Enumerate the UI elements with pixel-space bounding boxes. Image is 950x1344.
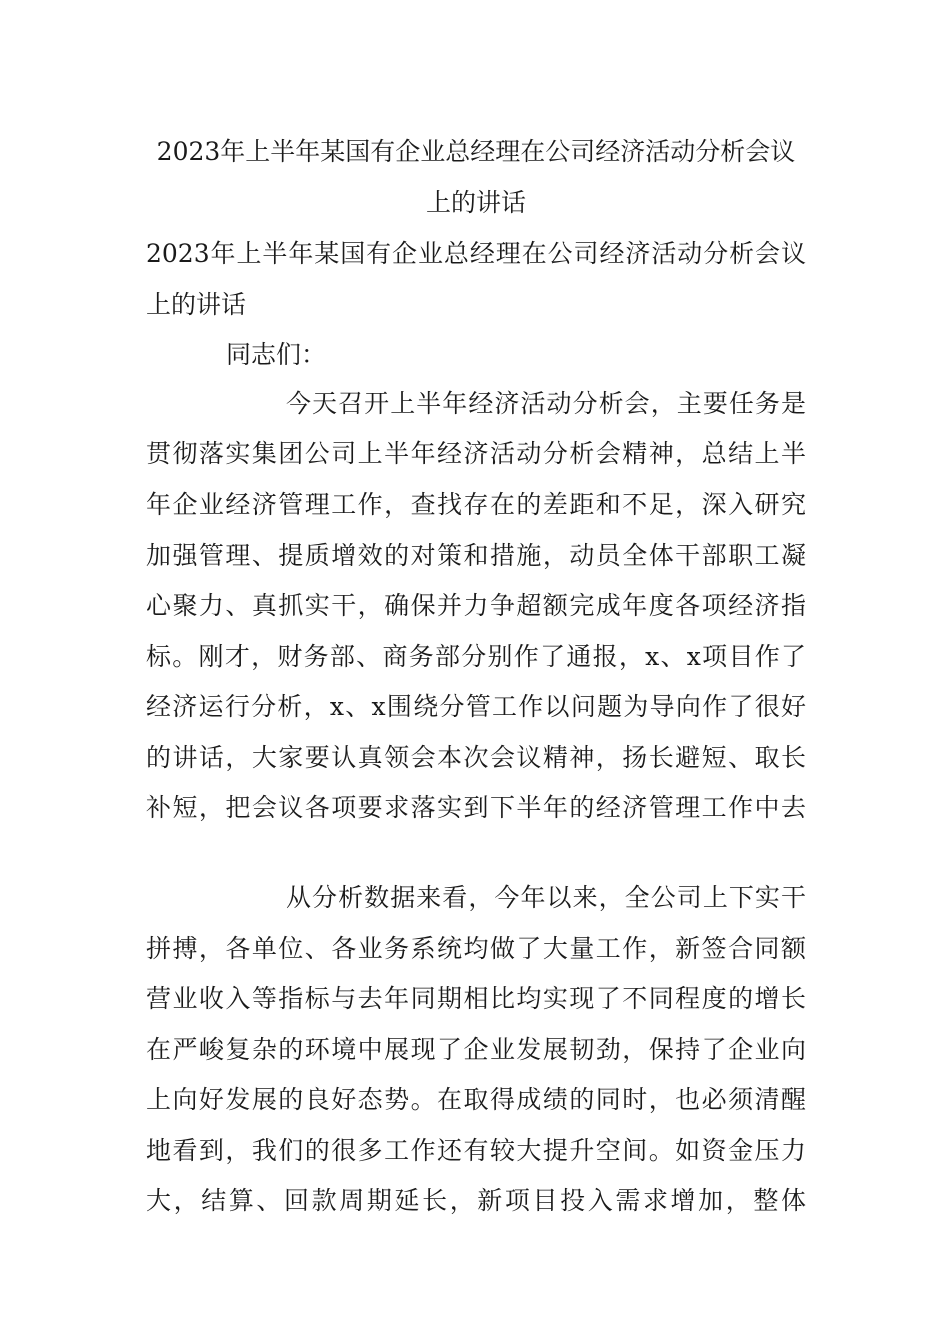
salutation: 同志们： xyxy=(226,340,327,369)
paragraph-1-line-5: 心聚力、真抓实干，确保并力争超额完成年度各项经济指 xyxy=(146,591,806,620)
paragraph-1-line-1: 今天召开上半年经济活动分析会，主要任务是 xyxy=(286,389,806,418)
paragraph-2-line-1: 从分析数据来看，今年以来，全公司上下实干 xyxy=(286,883,806,912)
paragraph-1-line-9: 补短，把会议各项要求落实到下半年的经济管理工作中去 xyxy=(146,793,806,822)
paragraph-2-line-5: 上向好发展的良好态势。在取得成绩的同时，也必须清醒 xyxy=(146,1085,806,1114)
paragraph-2-line-2: 拼搏，各单位、各业务系统均做了大量工作，新签合同额 xyxy=(146,934,806,963)
paragraph-1-line-7: 经济运行分析，x、x围绕分管工作以问题为导向作了很好 xyxy=(146,692,806,721)
paragraph-2-line-7: 大，结算、回款周期延长，新项目投入需求增加，整体 xyxy=(146,1186,806,1215)
paragraph-2-line-3: 营业收入等指标与去年同期相比均实现了不同程度的增长 xyxy=(146,984,806,1013)
title-repeat-line-1: 2023年上半年某国有企业总经理在公司经济活动分析会议 xyxy=(146,239,806,268)
paragraph-1-line-6: 标。刚才，财务部、商务部分别作了通报，x、x项目作了 xyxy=(146,642,806,671)
paragraph-2-line-6: 地看到，我们的很多工作还有较大提升空间。如资金压力 xyxy=(146,1136,806,1165)
document-title-line-1: 2023年上半年某国有企业总经理在公司经济活动分析会议 xyxy=(156,137,796,166)
paragraph-1-line-4: 加强管理、提质增效的对策和措施，动员全体干部职工凝 xyxy=(146,541,806,570)
document-title-line-2: 上的讲话 xyxy=(425,188,526,217)
paragraph-1-line-3: 年企业经济管理工作，查找存在的差距和不足，深入研究 xyxy=(146,490,806,519)
paragraph-2-line-4: 在严峻复杂的环境中展现了企业发展韧劲，保持了企业向 xyxy=(146,1035,806,1064)
title-repeat-line-2: 上的讲话 xyxy=(146,290,247,319)
paragraph-1-line-8: 的讲话，大家要认真领会本次会议精神，扬长避短、取长 xyxy=(146,743,806,772)
paragraph-1-line-2: 贯彻落实集团公司上半年经济活动分析会精神，总结上半 xyxy=(146,439,806,468)
